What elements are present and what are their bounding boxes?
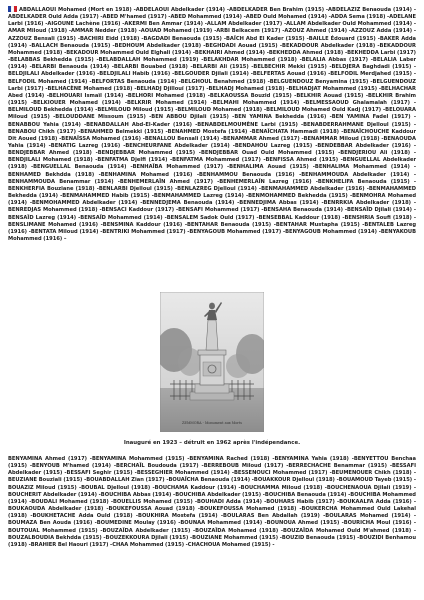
photo-plaque-label: ZEMMORA - Monument aux Morts xyxy=(181,421,243,425)
names-top-text: ABDALLAOUI Mohamed (Mort en 1918) -ABDELAOUI Abdelkader (1914) -ABDELKADER Ben Brahim (1915) -ABDELAZIZ Benaouda (1914) -ABDELKADER Ould Adda (1917) -ABED M'hamed (1917) -ABED Mohammed (1914) -ABED Ould Mohamed (1914) -ADDA Sema (1918) -ADELANE Larbi (1916) -AIGOUNE Lachène (1916) -AKERMI Ben Ammar (1914) -ALLAM Abdelkader (1917) -ALLAM Abdelkader Ould Mohammed (1914) -AMAR Miloud (1918) -AMMAR Nedder (1918) -AOUAD Mohamed (1919) -ARBI Belkacem (1917) -AZOUZ Ahmed (1914) -AZZOUZ Adda (1914) -AZZOUZ Bensali (1915) -BACHIRI Eïdd (1918) -BAGDADI Benaouda (1915) -BAÏCH Abd El Kader (1915) -BAILLE Édouard (1915) -BAKER Adda (1914) -BALLACH Benaouda (1915) -BEDHOUM Abdelkader (1918) -BEGHDADI Aouad (1915) -BEKADDOUR Abdelkader (1918) -BEKADDOUR Mohammed (1918) -BEKADOUR Mohammed Ould Elghali (1914) -BEKHAIRI Ahmed (1914) -BEKHEDDA Ahmed (1918) -BEKHEDDA Larbi (1917) -BELABBAS Bekhedda (1915) -BELABDALLAH Mohammed (1919) -BELAKHDAR Mohammed (1918) -BELALIA Abbas (1917) -BELALIA Laber (1914) -BELARBI Benaouda (1914) -BELARBI Bouabed (1918) -BELARBI Ali (1915) -BELBECHIR Mekki (1915) -BELDJERA Baghdadi (1915) -BELDJILALI Abdelkader (1916) -BELDJILALI Habib (1916) -BELGOUDER Djilali (1914) -BELFERTAS Aouad (1916) -BELFODIL Merdjahed (1915) -BELFODIL Mohamed (1914) -BELFORTAS Benaouda (1914) -BELGHOUL Benahmed (1918) -BELGUENDOUZ Benyamina (1915) -BELGUENDOUZ Larbi (1917) -BELHACÈNE Mohamed (1918) -BELHADJ Djillouï (1917) -BELHADJ Mohamed (1918) -BELHADJAT Mohammed (1915) -BELHACHAR Abed (1914) -BELHOUARI Ismaïl (1914) -BELHORI Mohamed (1918) -BELKAOUSSA Bouzid (1915) -BELKHIR Aouad (1915) -BELKHIR Brahim (1915) -BELKIOUER Mohamed (1914) -BELKRIR Mohamed (1914) -BELMAHI Mohammed (1914) -BELMESSAOUD Ghalamalah (1917) -BELMILOUD Bekhedda (1914) -BELMILOUD Miloud (1915) -BELMILOUD Mohamed (1918) -BELMILOUD Mohamed Ould Kadj (1917) -BELOUARA Miloud (1915) -BELOUDDANE Missoum (1915) -BEN ABBOU Djilali (1915) -BEN YAMINA Bekhedda (1916) -BEN YAMINA Fadel (1917) -BENABBOU Yahia (1914) -BENABDALLAH Abd-El-Kader (1916) -BENABDELMOUMÈNE Larbi (1915) -BENABDERRAHMANE Djelloul (1915) -BENABOU Chikh (1917) -BENAHMED Belmekki (1915) -BENAHMED Mostefa (1914) -BENAÏCHATA Hammadi (1918) -BENAÏCHOUCHE Kaddour Dit Aoued (1918) -BENAÏSSA Mohamed (1916) -BENALLOU Bensali (1914) -BENAMMAR Ahmed (1917) -BENAMMAR Miloud (1918) -BENAOUDA Yahia (1914) -BENATIG Lazreg (1916) -BENCHEURFANE Abdelkader (1914) -BENDAHOU Lazreg (1915) -BENDEBBAR Abdelkader (1916) -BENDJEBBAR Ahmed (1918) -BENDJEBBAR Mohammed (1915) -BENDJEBBAR Ouad Ould Mohammed (1915) -BENDJERIOU Ali (1918) -BENDJILALI Mohamed (1918) -BENFATMA Djelfi (1914) -BENFATMA Mohammed (1917) -BENFISSA Ahmed (1915) -BENGUELLAL Abdelkader (1918) -BENGUELLAL Benaouda (1914) -BENHAÏBA Mohammed (1917) -BENHALIMA Aouad (1915) -BENHALIMA Mohammed (1914) -BENHAMED Bekhdda (1918) -BENHAMINA Mohamed (1916) -BENHAMMOU Benaouda (1916) -BENHAMMOUDA Abdelkader (1914) -BENHAMMOUDA Benammar (1914) -BENHEMERLAÏN Ahmed (1917) -BENHEMERLAÏN Lazreg (1916) -BENKHELIFA Benaouda (1915) -BENKHERFIA Bouziane (1918) -BENLARBI Djelloul (1915) -BENLAZREG Djelloul (1914) -BENMAHAMMED Abdelkader (1916) -BENMAHAMMED Bekhedda (1914) -BENMAHAMMED Habib (1915) -BENMAHAMMED Lazreg (1914) -BENMOHAMMED Bekhedda (1915) -BENMOHRA Mohamed (1914) -BENMOHAMMED Abdelkader (1914) -BENNEDJEMA Benaouda (1914) -BENNEDJIMA Abbas (1914) -BENRRKIA Abdelkader (1918) -BENREDJAS Mohammed (1918) -BENSACI Kaddour (1917) -BENSAFI Mohammed (1917) -BENSAHA Benaouda (1914) -BENSAÏD Djilali (1914) -BENSAÏD Lazreg (1914) -BENSAÏD Mohammed (1914) -BENSALEM Sadok Ould (1917) -BENSEBBAL Kaddour (1918) -BENSHRIA Soufi (1918) -BENSLIMANE Mohamed (1916) -BENSMINA Kaddour (1916) -BENTAHAR Benaouda (1915) -BENTAHAR Mustapha (1915) -BENTALEB Lazreg (1916) -BENTATA Miloud (1914) -BENTRIKI Mohammed (1917) -BENYAGOUB Mohammed (1917) -BENYAGOUB Mohammed (1914) -BENYAKOUB Mohammed (1916) – xyxy=(8,7,416,242)
flag-red-stripe xyxy=(14,6,17,12)
names-bottom-text: BENYAMINA Ahmed (1917) -BENYAMINA Mohammed (1915) -BENYAMINA Rached (1918) -BENYAMINA Yahia (1918) -BENYETTOU Benchaa (1915) -BENYOUB M'hamed (1914) -BERCHAÏL Boudouda (1917) -BERREBOUB Miloud (1917) -BERRECHACHE Benammar (1915) -BESSAFI Abdelkader (1915) -BESSAFI Seghir (1915) -BESSEGHIER Mohammed (1914) -BESSENOUCI Mohammed (1917) -BEUMENOUER Chikh (1918) -BEUZIANE Bouziali (1915) -BOUABDALLAH Zian (1917) -BOUAÏCHA Benaouda (1914) -BOUAKKOUR Djelloul (1918) -BOUAMOUD Tayeb (1915) -BOUAZIZ Miloud (1915) -BOUBAL Djelloul (1918) -BOUCHAMA Kaddour (1914) -BOUCHAMMA Miloud (1918) -BOUCHENAOUA Djilali (1919) -BOUCHERIT Abdelkader (1914) -BOUCHIBA Abbas (1914) -BOUCHIBA Abdelkader (1915) -BOUCHIBA Benaouda (1914) -BOUCHIBA Mohammed (1914) -BOUDALI Mohamed (1918) -BOUELLIS Mohamed (1915) -BOUHADI Adda (1914) -BOUHARS Habib (1917) -BOUKAALFA Adda (1916) -BOUKAOUDA Abdelkader (1918) -BOUKEFOUSSA Aouad (1918) -BOUKEFOUSSA Mohamed (1918) -BOUKERCHA Mohammed Ould Lakehal (1918) -BOUKHETACHE Adda Ould (1918) -BOUKHIRA Mostefa (1914) -BOULARAS Ben Abdallah (1919) -BOULARAS Mohamed (1914) -BOUMAZA Ben Aouda (1916) -BOUMEDINE Moulay (1916) -BOUNAA Mohammed (1914) -BOUNOUA Ahmed (1915) -BOURICHA Moul (1916) -BOUTOUAL Mohammed (1915) -BOUZAÏDA Abdelkader (1915) -BOUZAÏDA Mohamed (1918) -BOUZAÏDA Mohamed Ould M'ahmed (1918) -BOUZALBOUDIA Bekhdda (1915) -BOUZEKKOURA Djilali (1915) -BOUZIANE Mohammed (1915) -BOUZID Benaouda (1915) -BOUZIDI Benhamou (1918) -BRAHIER Bel Haouri (1917) -CHAA Mohammed (1915) -CHACHOUA Mohamed (1915) - xyxy=(8,456,416,548)
french-flag-icon xyxy=(8,6,17,12)
monument-photograph xyxy=(160,292,264,432)
war-dead-names-list-top xyxy=(8,6,416,260)
photo-caption: Inauguré en 1923 – détruit en 1962 après l'indépendance. xyxy=(123,440,301,446)
monument-photo-image xyxy=(160,292,264,432)
war-dead-names-list-bottom xyxy=(8,456,416,596)
